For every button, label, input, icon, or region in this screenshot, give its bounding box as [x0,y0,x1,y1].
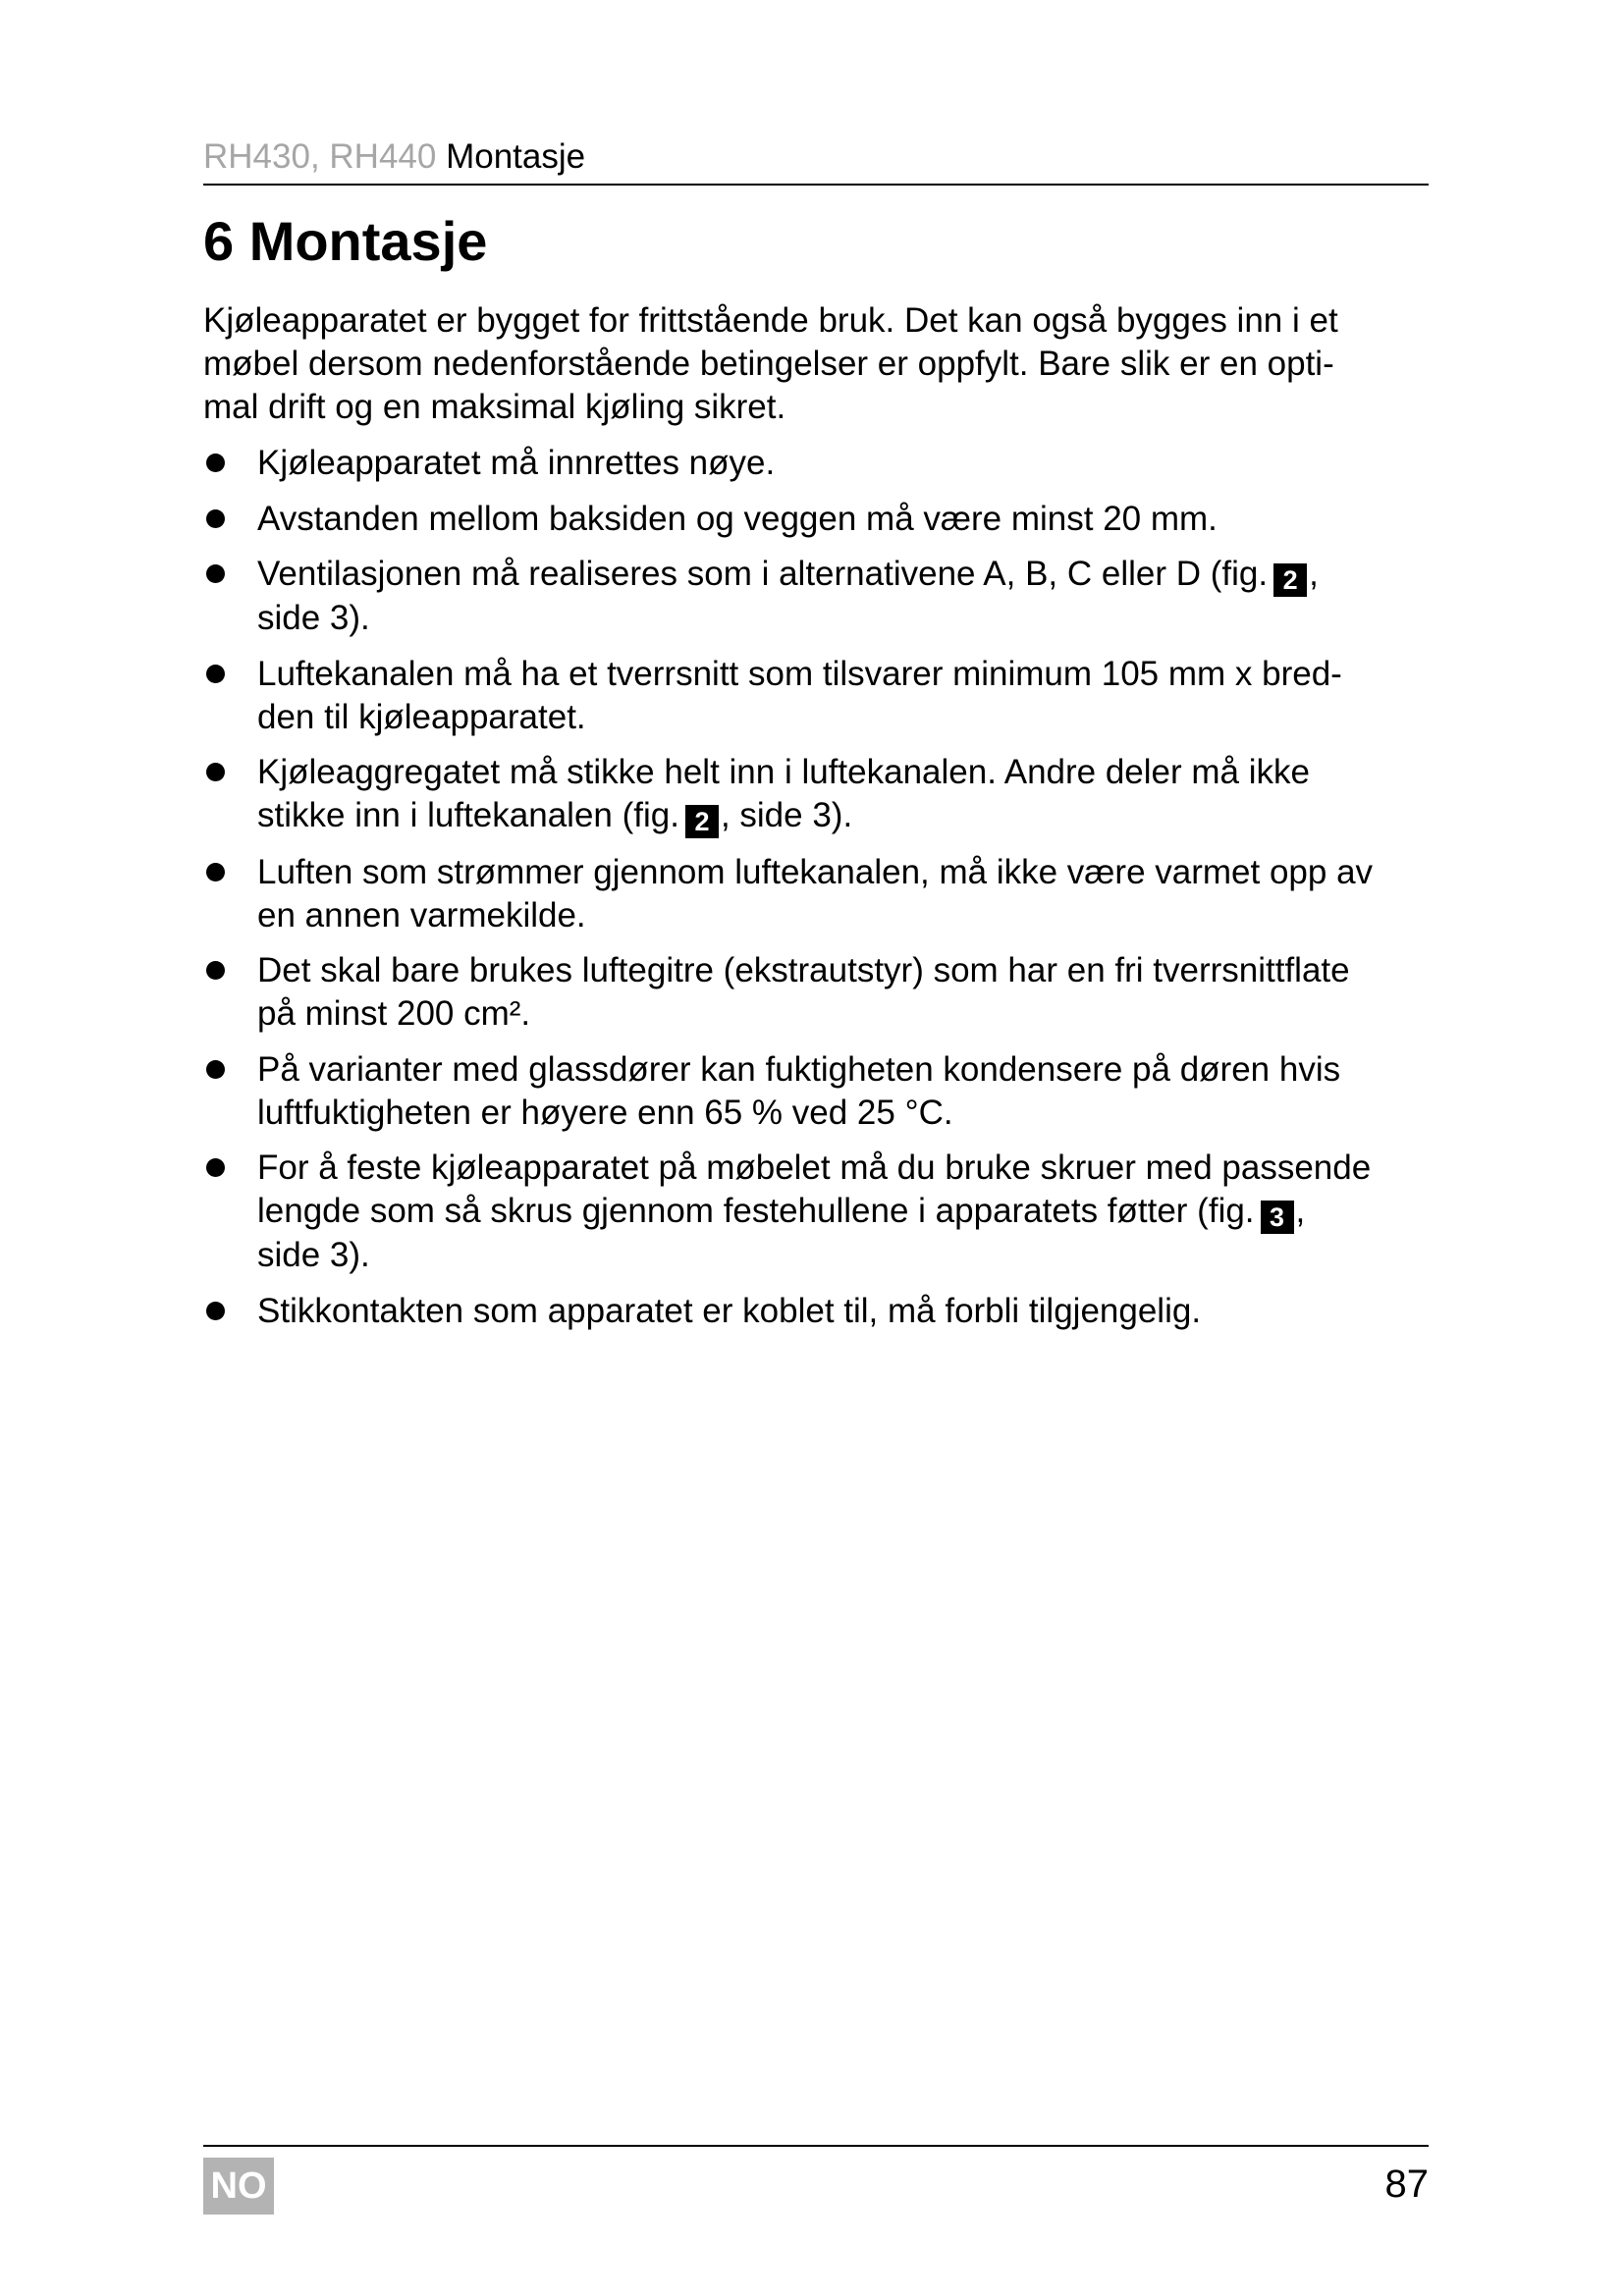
figure-reference-badge: 2 [1273,563,1307,597]
figure-reference-badge: 2 [685,805,719,838]
header-rule [203,184,1429,186]
list-item [203,1048,1440,1135]
list-item [203,1147,1440,1277]
running-header [203,137,1429,177]
list-item-line: luftfuktigheten er høyere enn 65 % ved 25 °C. [257,1093,953,1132]
list-item [203,653,1440,739]
header-model: RH430, RH440 [203,137,437,176]
list-item [203,442,1440,485]
bullet-icon [206,1302,225,1320]
bullet-icon [206,509,225,528]
list-item [203,1290,1440,1333]
header-section: Montasje [446,137,586,176]
list-item-text: Ventilasjonen må realiseres som i alternativene A, B, C eller D (fig. [257,555,1269,593]
language-badge: NO [203,2158,274,2215]
list-item-text: , [1295,1192,1306,1230]
list-item [203,851,1440,937]
list-item-line: Avstanden mellom baksiden og veggen må være minst 20 mm. [257,499,1218,538]
bullet-icon [206,564,225,583]
figure-reference-badge: 3 [1261,1201,1294,1234]
chapter-title: 6 Montasje [203,210,488,272]
list-item-line: Stikkontakten som apparatet er koblet til, må forbli tilgjengelig. [257,1291,1202,1330]
list-item [203,751,1440,838]
bullet-icon [206,763,225,781]
list-item-line: side 3). [257,1236,370,1274]
list-item-line: Kjøleapparatet må innrettes nøye. [257,444,776,482]
intro-paragraph [203,299,1429,429]
list-item [203,949,1440,1036]
bullet-icon [206,1158,225,1177]
list-item-line: Luftekanalen må ha et tverrsnitt som tilsvarer minimum 105 mm x bred- [257,654,1342,693]
list-item-line: På varianter med glassdører kan fuktigheten kondensere på døren hvis [257,1049,1341,1089]
bullet-icon [206,863,225,881]
list-item-line: den til kjøleapparatet. [257,697,586,736]
intro-line: Kjøleapparatet er bygget for frittstående bruk. Det kan også bygges inn i et [203,301,1338,340]
list-item [203,498,1440,541]
page-number: 87 [1384,2163,1429,2206]
intro-line: mal drift og en maksimal kjøling sikret. [203,388,786,426]
bullet-icon [206,1060,225,1079]
list-item-text: stikke inn i luftekanalen (fig. [257,796,679,834]
footer-rule [203,2145,1429,2147]
list-item-line: på minst 200 cm². [257,994,531,1033]
list-item [203,553,1440,640]
requirements-list [203,442,1440,1345]
intro-line: møbel dersom nedenforstående betingelser er oppfylt. Bare slik er en opti- [203,345,1334,383]
list-item-line [257,1190,1440,1234]
list-item-line [257,553,1440,597]
list-item-line: Det skal bare brukes luftegitre (ekstrautstyr) som har en fri tverrsnittflate [257,951,1350,989]
list-item-line: For å feste kjøleapparatet på møbelet må du bruke skruer med passende [257,1148,1372,1187]
bullet-icon [206,961,225,980]
bullet-icon [206,454,225,472]
list-item-line: Luften som strømmer gjennom luftekanalen, må ikke være varmet opp av [257,852,1374,891]
list-item-line: Kjøleaggregatet må stikke helt inn i luftekanalen. Andre deler må ikke [257,753,1310,791]
list-item-line [257,794,1440,838]
list-item-text: lengde som så skrus gjennom festehullene i apparatets føtter (fig. [257,1192,1255,1230]
list-item-text: , [1309,555,1319,593]
list-item-line: en annen varmekilde. [257,895,586,934]
list-item-line: side 3). [257,599,370,637]
bullet-icon [206,665,225,683]
list-item-text: , side 3). [720,796,853,834]
